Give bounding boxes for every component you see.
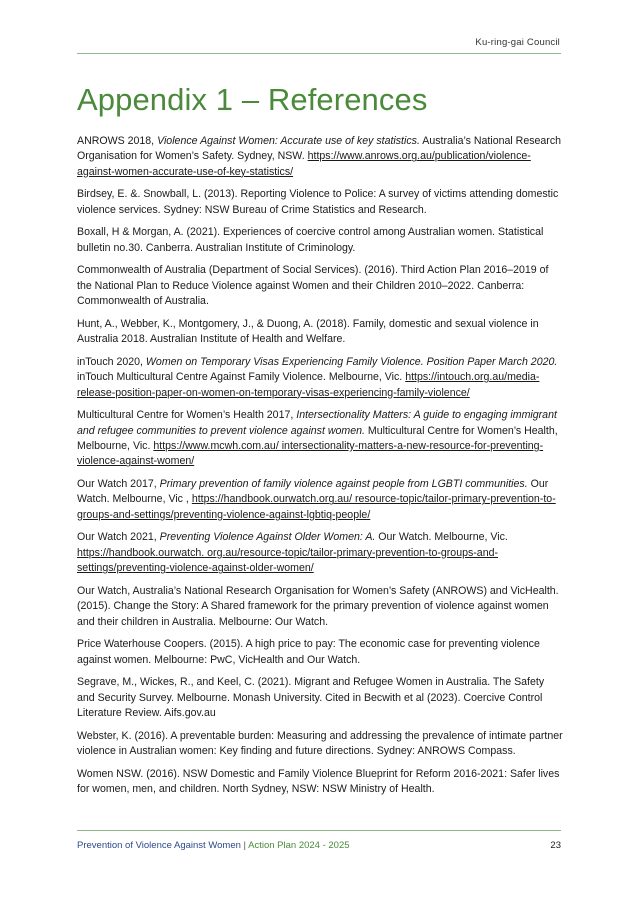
reference-publisher: Our Watch. Melbourne, Vic ,: [77, 478, 549, 506]
reference-list: [77, 134, 563, 805]
header-divider: [77, 53, 561, 54]
reference-text: Women NSW. (2016). NSW Domestic and Family Violence Blueprint for Reform 2016-2021: Safer lives for women, men, and children. North Sydney, NSW: NSW Ministry of Health.: [77, 767, 560, 796]
reference-text: inTouch 2020,: [77, 355, 146, 368]
reference-item: [77, 767, 563, 798]
reference-link[interactable]: https://handbook.ourwatch.org.au/ resource-topic/tailor-primary-prevention-to-groups-and-settings/preventing-violence-against-lgbtiq-people/: [77, 493, 556, 521]
reference-publisher: Multicultural Centre for Women’s Health, Melbourne, Vic.: [77, 424, 558, 453]
page-number: 23: [550, 840, 561, 851]
reference-text: Birdsey, E. &. Snowball, L. (2013). Reporting Violence to Police: A survey of victims attending domestic violence services. Sydney: NSW Bureau of Crime Statistics and Research.: [77, 188, 559, 216]
footer-divider: [77, 830, 561, 831]
reference-link[interactable]: https://intouch.org.au/media-release-position-paper-on-women-on-temporary-visas-experiencing-family-violence/: [77, 371, 540, 399]
reference-item: [77, 584, 563, 630]
footer-plan: Action Plan 2024 - 2025: [248, 840, 350, 851]
reference-text: Commonwealth of Australia (Department of Social Services). (2016). Third Action Plan 2016–2019 of the National Plan to Reduce Violence against Women and their Children 2010–2022. Canberra: Commonwealth of Australia.: [77, 264, 549, 308]
reference-text: ANROWS 2018,: [77, 135, 158, 147]
reference-item: [77, 477, 563, 523]
reference-publisher: Australia’s National Research Organisation for Women’s Safety. Sydney, NSW.: [77, 135, 562, 163]
reference-item: [77, 408, 563, 470]
page-title: Appendix 1 – References: [77, 82, 428, 117]
reference-link[interactable]: https://handbook.ourwatch. org.au/resource-topic/tailor-primary-prevention-to-groups-and-settings/preventing-violence-against-older-women/: [77, 546, 499, 575]
reference-item: [77, 530, 563, 576]
reference-item: [77, 187, 563, 218]
reference-link[interactable]: https://www.anrows.org.au/publication/violence-against-women-accurate-use-of-key-statistics/: [77, 150, 531, 178]
reference-text: Our Watch, Australia’s National Research Organisation for Women’s Safety (ANROWS) and VicHealth. (2015). Change the Story: A Shared framework for the primary prevention of violence against women and their children in Australia. Melbourne: Our Watch.: [77, 584, 559, 628]
reference-item: [77, 317, 563, 348]
footer-publication: Prevention of Violence Against Women: [77, 840, 241, 851]
reference-publisher: inTouch Multicultural Centre Against Family Violence. Melbourne, Vic.: [77, 371, 406, 384]
reference-text: Boxall, H & Morgan, A. (2021). Experiences of coercive control among Australian women. Statistical bulletin no.30. Canberra. Australian Institute of Criminology.: [77, 226, 544, 254]
reference-text: Price Waterhouse Coopers. (2015). A high price to pay: The economic case for preventing violence against women. Melbourne: PwC, VicHealth and Our Watch.: [77, 638, 540, 666]
reference-publisher: Our Watch. Melbourne, Vic.: [375, 531, 508, 544]
reference-item: [77, 134, 563, 180]
reference-title: Women on Temporary Visas Experiencing Family Violence. Position Paper March 2020.: [145, 355, 558, 368]
reference-title: Primary prevention of family violence against people from LGBTI communities.: [159, 478, 528, 491]
reference-item: [77, 729, 563, 760]
reference-title: Violence Against Women: Accurate use of key statistics.: [157, 135, 420, 147]
reference-link[interactable]: https://www.mcwh.com.au/ intersectionality-matters-a-new-resource-for-preventing-violence-against-women/: [77, 440, 544, 468]
page-footer: [77, 840, 561, 851]
reference-text: Our Watch 2017,: [77, 478, 160, 491]
reference-item: [77, 675, 563, 721]
reference-text: Segrave, M., Wickes, R., and Keel, C. (2021). Migrant and Refugee Women in Australia. The Safety and Security Survey. Melbourne. Monash University. Cited in Becwith et al (2023). Coercive Control Literature Review. Aifs.gov.au: [77, 676, 545, 720]
reference-text: Our Watch 2021,: [77, 531, 160, 544]
reference-item: [77, 637, 563, 668]
reference-title: Preventing Violence Against Older Women: A.: [159, 531, 376, 544]
footer-separator: |: [240, 840, 249, 851]
reference-text: Hunt, A., Webber, K., Montgomery, J., & Duong, A. (2018). Family, domestic and sexual violence in Australia 2018. Australian Institute of Health and Welfare.: [77, 317, 539, 346]
reference-text: Webster, K. (2016). A preventable burden: Measuring and addressing the prevalence of intimate partner violence in Australian women: Key finding and future directions. Sydney: ANROWS Compass.: [77, 729, 563, 758]
reference-title: Intersectionality Matters: A guide to engaging immigrant and refugee communities to prevent violence against women.: [77, 409, 557, 437]
reference-item: [77, 225, 563, 256]
reference-text: Multicultural Centre for Women’s Health 2017,: [77, 409, 297, 422]
header-organisation: Ku-ring-gai Council: [475, 37, 560, 48]
reference-item: [77, 263, 563, 309]
reference-item: [77, 355, 563, 401]
